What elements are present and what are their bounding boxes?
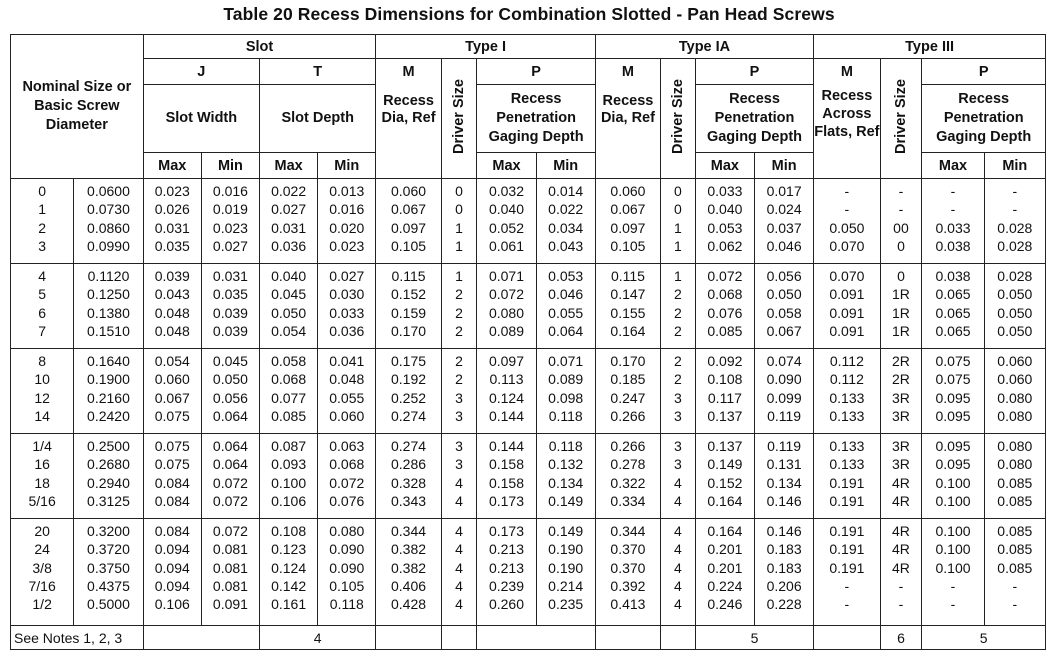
type-1-depth-max-cell: 0.032 0.040 0.052 0.061 bbox=[477, 179, 536, 264]
nominal-size-cell: 1/4 16 18 5/16 bbox=[11, 434, 74, 519]
table-title: Table 20 Recess Dimensions for Combination Slotted - Pan Head Screws bbox=[223, 4, 835, 24]
type-1-p-note-cell bbox=[477, 626, 595, 650]
type-1-recess-dia-cell: 0.060 0.067 0.097 0.105 bbox=[376, 179, 441, 264]
slot-width-min-cell: 0.016 0.019 0.023 0.027 bbox=[201, 179, 259, 264]
type-1-depth-max-cell: 0.144 0.158 0.158 0.173 bbox=[477, 434, 536, 519]
header-type-3-driver-size-label: Driver Size bbox=[892, 78, 909, 154]
type-1-recess-dia-cell: 0.274 0.286 0.328 0.343 bbox=[376, 434, 441, 519]
header-type-3-recess-flats-ref: Recess Across Flats, Ref bbox=[814, 88, 880, 140]
header-type-1-driver-size-label: Driver Size bbox=[451, 78, 468, 154]
slot-width-max-cell: 0.084 0.094 0.094 0.094 0.106 bbox=[143, 519, 201, 626]
slot-width-max-cell: 0.075 0.075 0.084 0.084 bbox=[143, 434, 201, 519]
header-type-3-driver-size bbox=[880, 59, 922, 179]
header-type-1a-recess-dia bbox=[595, 59, 660, 179]
type-3-m-note-cell bbox=[814, 626, 880, 650]
nominal-size-cell: 20 24 3/8 7/16 1/2 bbox=[11, 519, 74, 626]
slot-width-min-cell: 0.045 0.050 0.056 0.064 bbox=[201, 349, 259, 434]
type-3-depth-max-cell: 0.095 0.095 0.100 0.100 bbox=[922, 434, 984, 519]
type-3-depth-min-cell: 0.080 0.080 0.085 0.085 bbox=[984, 434, 1045, 519]
type-1a-depth-min-cell: 0.017 0.024 0.037 0.046 bbox=[754, 179, 813, 264]
header-t: T bbox=[260, 59, 376, 85]
type-1a-recess-dia-cell: 0.344 0.370 0.370 0.392 0.413 bbox=[595, 519, 660, 626]
type-3-recess-flats-cell: 0.112 0.112 0.133 0.133 bbox=[814, 349, 880, 434]
type-1a-depth-max-cell: 0.092 0.108 0.117 0.137 bbox=[695, 349, 754, 434]
slot-depth-min-cell: 0.080 0.090 0.090 0.105 0.118 bbox=[318, 519, 376, 626]
type-1-depth-min-cell: 0.149 0.190 0.190 0.214 0.235 bbox=[536, 519, 595, 626]
slot-depth-max-cell: 0.108 0.123 0.124 0.142 0.161 bbox=[260, 519, 318, 626]
header-type-1a-driver-size bbox=[661, 59, 696, 179]
type-3-driver-size-cell: - - 00 0 bbox=[880, 179, 922, 264]
slot-depth-min-cell: 0.041 0.048 0.055 0.060 bbox=[318, 349, 376, 434]
type-1-recess-dia-cell: 0.175 0.192 0.252 0.274 bbox=[376, 349, 441, 434]
header-type-1: Type I bbox=[376, 35, 595, 59]
basic-diameter-cell: 0.1640 0.1900 0.2160 0.2420 bbox=[74, 349, 143, 434]
type-3-depth-max-cell: 0.038 0.065 0.065 0.065 bbox=[922, 264, 984, 349]
nominal-size-cell: 8 10 12 14 bbox=[11, 349, 74, 434]
type-3-depth-min-cell: 0.085 0.085 0.085 - - bbox=[984, 519, 1045, 626]
table-row-group bbox=[11, 434, 1046, 519]
notes-row bbox=[11, 626, 1046, 650]
header-type-3-gaging-depth: Recess Penetration Gaging Depth bbox=[922, 85, 1046, 153]
type-3-recess-flats-cell: 0.191 0.191 0.191 - - bbox=[814, 519, 880, 626]
type-1-driver-size-cell: 0 0 1 1 bbox=[441, 179, 477, 264]
header-type-1a-m: M bbox=[621, 64, 634, 80]
type-3-recess-flats-cell: - - 0.050 0.070 bbox=[814, 179, 880, 264]
type-3-depth-min-cell: 0.060 0.060 0.080 0.080 bbox=[984, 349, 1045, 434]
type-1a-driver-size-cell: 4 4 4 4 4 bbox=[661, 519, 696, 626]
type-1a-recess-dia-cell: 0.170 0.185 0.247 0.266 bbox=[595, 349, 660, 434]
type-1a-driver-size-cell: 0 0 1 1 bbox=[661, 179, 696, 264]
type-3-depth-max-cell: - - 0.033 0.038 bbox=[922, 179, 984, 264]
header-type-1-p-min: Min bbox=[536, 153, 595, 179]
header-type-1-recess-dia bbox=[376, 59, 441, 179]
header-type-3-p: P bbox=[922, 59, 1046, 85]
slot-width-min-cell: 0.072 0.081 0.081 0.081 0.091 bbox=[201, 519, 259, 626]
type-3-driver-size-cell: 3R 3R 4R 4R bbox=[880, 434, 922, 519]
header-type-1-recess-dia-ref: Recess Dia, Ref bbox=[381, 93, 436, 126]
type-3-depth-min-cell: 0.028 0.050 0.050 0.050 bbox=[984, 264, 1045, 349]
type-1a-depth-max-cell: 0.033 0.040 0.053 0.062 bbox=[695, 179, 754, 264]
header-type-1-p: P bbox=[477, 59, 595, 85]
header-slot-width: Slot Width bbox=[143, 85, 259, 153]
type-1-driver-size-cell: 2 2 3 3 bbox=[441, 349, 477, 434]
basic-diameter-cell: 0.0600 0.0730 0.0860 0.0990 bbox=[74, 179, 143, 264]
type-1a-depth-min-cell: 0.119 0.131 0.134 0.146 bbox=[754, 434, 813, 519]
basic-diameter-cell: 0.1120 0.1250 0.1380 0.1510 bbox=[74, 264, 143, 349]
slot-depth-min-cell: 0.063 0.068 0.072 0.076 bbox=[318, 434, 376, 519]
slot-depth-max-cell: 0.022 0.027 0.031 0.036 bbox=[260, 179, 318, 264]
type-1-driver-size-cell: 4 4 4 4 4 bbox=[441, 519, 477, 626]
type-1a-p-note-cell: 5 bbox=[695, 626, 813, 650]
type-1-recess-dia-cell: 0.115 0.152 0.159 0.170 bbox=[376, 264, 441, 349]
type-1-depth-min-cell: 0.014 0.022 0.034 0.043 bbox=[536, 179, 595, 264]
see-notes-cell: See Notes 1, 2, 3 bbox=[11, 626, 144, 650]
type-3-driver-size-cell: 4R 4R 4R - - bbox=[880, 519, 922, 626]
header-type-1-m: M bbox=[402, 64, 415, 80]
header-t-max: Max bbox=[260, 153, 318, 179]
type-1a-depth-min-cell: 0.074 0.090 0.099 0.119 bbox=[754, 349, 813, 434]
type-1a-depth-max-cell: 0.137 0.149 0.152 0.164 bbox=[695, 434, 754, 519]
header-type-1a-recess-dia-ref: Recess Dia, Ref bbox=[600, 93, 655, 126]
type-3-recess-flats-cell: 0.133 0.133 0.191 0.191 bbox=[814, 434, 880, 519]
type-1a-recess-dia-cell: 0.060 0.067 0.097 0.105 bbox=[595, 179, 660, 264]
type-1a-driver-size-cell: 1 2 2 2 bbox=[661, 264, 696, 349]
type-3-recess-flats-cell: 0.070 0.091 0.091 0.091 bbox=[814, 264, 880, 349]
header-type-1a-driver-size-label: Driver Size bbox=[669, 78, 686, 154]
type-3-depth-max-cell: 0.075 0.075 0.095 0.095 bbox=[922, 349, 984, 434]
header-type-1-driver-size bbox=[441, 59, 477, 179]
table-row-group bbox=[11, 349, 1046, 434]
type-1-depth-max-cell: 0.097 0.113 0.124 0.144 bbox=[477, 349, 536, 434]
type-1-m-note-cell bbox=[376, 626, 441, 650]
header-slot-depth: Slot Depth bbox=[260, 85, 376, 153]
table-row-group bbox=[11, 519, 1046, 626]
type-1a-depth-min-cell: 0.056 0.050 0.058 0.067 bbox=[754, 264, 813, 349]
slot-width-min-cell: 0.064 0.064 0.072 0.072 bbox=[201, 434, 259, 519]
slot-depth-max-cell: 0.058 0.068 0.077 0.085 bbox=[260, 349, 318, 434]
header-nominal-size: Nominal Size or Basic Screw Diameter bbox=[11, 35, 144, 179]
slot-depth-min-cell: 0.013 0.016 0.020 0.023 bbox=[318, 179, 376, 264]
slot-width-max-cell: 0.023 0.026 0.031 0.035 bbox=[143, 179, 201, 264]
type-1a-driver-size-cell: 3 3 4 4 bbox=[661, 434, 696, 519]
type-3-driver-size-cell: 0 1R 1R 1R bbox=[880, 264, 922, 349]
slot-depth-min-cell: 0.027 0.030 0.033 0.036 bbox=[318, 264, 376, 349]
header-type-3-recess-flats bbox=[814, 59, 880, 179]
type-1-depth-min-cell: 0.053 0.046 0.055 0.064 bbox=[536, 264, 595, 349]
recess-dimensions-table bbox=[10, 34, 1046, 650]
header-type-1a: Type IA bbox=[595, 35, 813, 59]
slot-width-max-cell: 0.039 0.043 0.048 0.048 bbox=[143, 264, 201, 349]
type-1-depth-min-cell: 0.071 0.089 0.098 0.118 bbox=[536, 349, 595, 434]
type-1-depth-max-cell: 0.173 0.213 0.213 0.239 0.260 bbox=[477, 519, 536, 626]
nominal-size-cell: 4 5 6 7 bbox=[11, 264, 74, 349]
type-1a-driver-size-cell: 2 2 3 3 bbox=[661, 349, 696, 434]
slot-width-min-cell: 0.031 0.035 0.039 0.039 bbox=[201, 264, 259, 349]
type-3-driver-size-cell: 2R 2R 3R 3R bbox=[880, 349, 922, 434]
type-1a-m-note-cell bbox=[595, 626, 660, 650]
header-type-1-p-max: Max bbox=[477, 153, 536, 179]
header-type-3-p-max: Max bbox=[922, 153, 984, 179]
table-row-group bbox=[11, 264, 1046, 349]
type-1a-recess-dia-cell: 0.115 0.147 0.155 0.164 bbox=[595, 264, 660, 349]
type-1-recess-dia-cell: 0.344 0.382 0.382 0.406 0.428 bbox=[376, 519, 441, 626]
nominal-size-cell: 0 1 2 3 bbox=[11, 179, 74, 264]
header-type-1a-p-min: Min bbox=[754, 153, 813, 179]
type-3-depth-min-cell: - - 0.028 0.028 bbox=[984, 179, 1045, 264]
type-1a-depth-max-cell: 0.164 0.201 0.201 0.224 0.246 bbox=[695, 519, 754, 626]
header-slot: Slot bbox=[143, 35, 376, 59]
slot-depth-max-cell: 0.040 0.045 0.050 0.054 bbox=[260, 264, 318, 349]
header-j-min: Min bbox=[201, 153, 259, 179]
header-t-min: Min bbox=[318, 153, 376, 179]
slot-depth-note-cell: 4 bbox=[260, 626, 376, 650]
slot-depth-max-cell: 0.087 0.093 0.100 0.106 bbox=[260, 434, 318, 519]
type-1-driver-size-cell: 1 2 2 2 bbox=[441, 264, 477, 349]
type-1-driver-note-cell bbox=[441, 626, 477, 650]
type-1a-recess-dia-cell: 0.266 0.278 0.322 0.334 bbox=[595, 434, 660, 519]
type-3-p-note-cell: 5 bbox=[922, 626, 1046, 650]
header-type-3: Type III bbox=[814, 35, 1046, 59]
header-j-max: Max bbox=[143, 153, 201, 179]
table-row-group bbox=[11, 179, 1046, 264]
header-type-3-m: M bbox=[840, 64, 853, 80]
header-type-1a-gaging-depth: Recess Penetration Gaging Depth bbox=[695, 85, 813, 153]
slot-width-max-cell: 0.054 0.060 0.067 0.075 bbox=[143, 349, 201, 434]
header-j: J bbox=[143, 59, 259, 85]
type-1a-depth-min-cell: 0.146 0.183 0.183 0.206 0.228 bbox=[754, 519, 813, 626]
header-type-1a-p: P bbox=[695, 59, 813, 85]
header-type-1-gaging-depth: Recess Penetration Gaging Depth bbox=[477, 85, 595, 153]
header-type-1a-p-max: Max bbox=[695, 153, 754, 179]
type-1a-depth-max-cell: 0.072 0.068 0.076 0.085 bbox=[695, 264, 754, 349]
type-1a-driver-note-cell bbox=[661, 626, 696, 650]
header-type-3-p-min: Min bbox=[984, 153, 1045, 179]
type-3-depth-max-cell: 0.100 0.100 0.100 - - bbox=[922, 519, 984, 626]
basic-diameter-cell: 0.2500 0.2680 0.2940 0.3125 bbox=[74, 434, 143, 519]
type-3-driver-note-cell: 6 bbox=[880, 626, 922, 650]
type-1-depth-max-cell: 0.071 0.072 0.080 0.089 bbox=[477, 264, 536, 349]
type-1-depth-min-cell: 0.118 0.132 0.134 0.149 bbox=[536, 434, 595, 519]
basic-diameter-cell: 0.3200 0.3720 0.3750 0.4375 0.5000 bbox=[74, 519, 143, 626]
type-1-driver-size-cell: 3 3 4 4 bbox=[441, 434, 477, 519]
slot-width-note-cell bbox=[143, 626, 259, 650]
